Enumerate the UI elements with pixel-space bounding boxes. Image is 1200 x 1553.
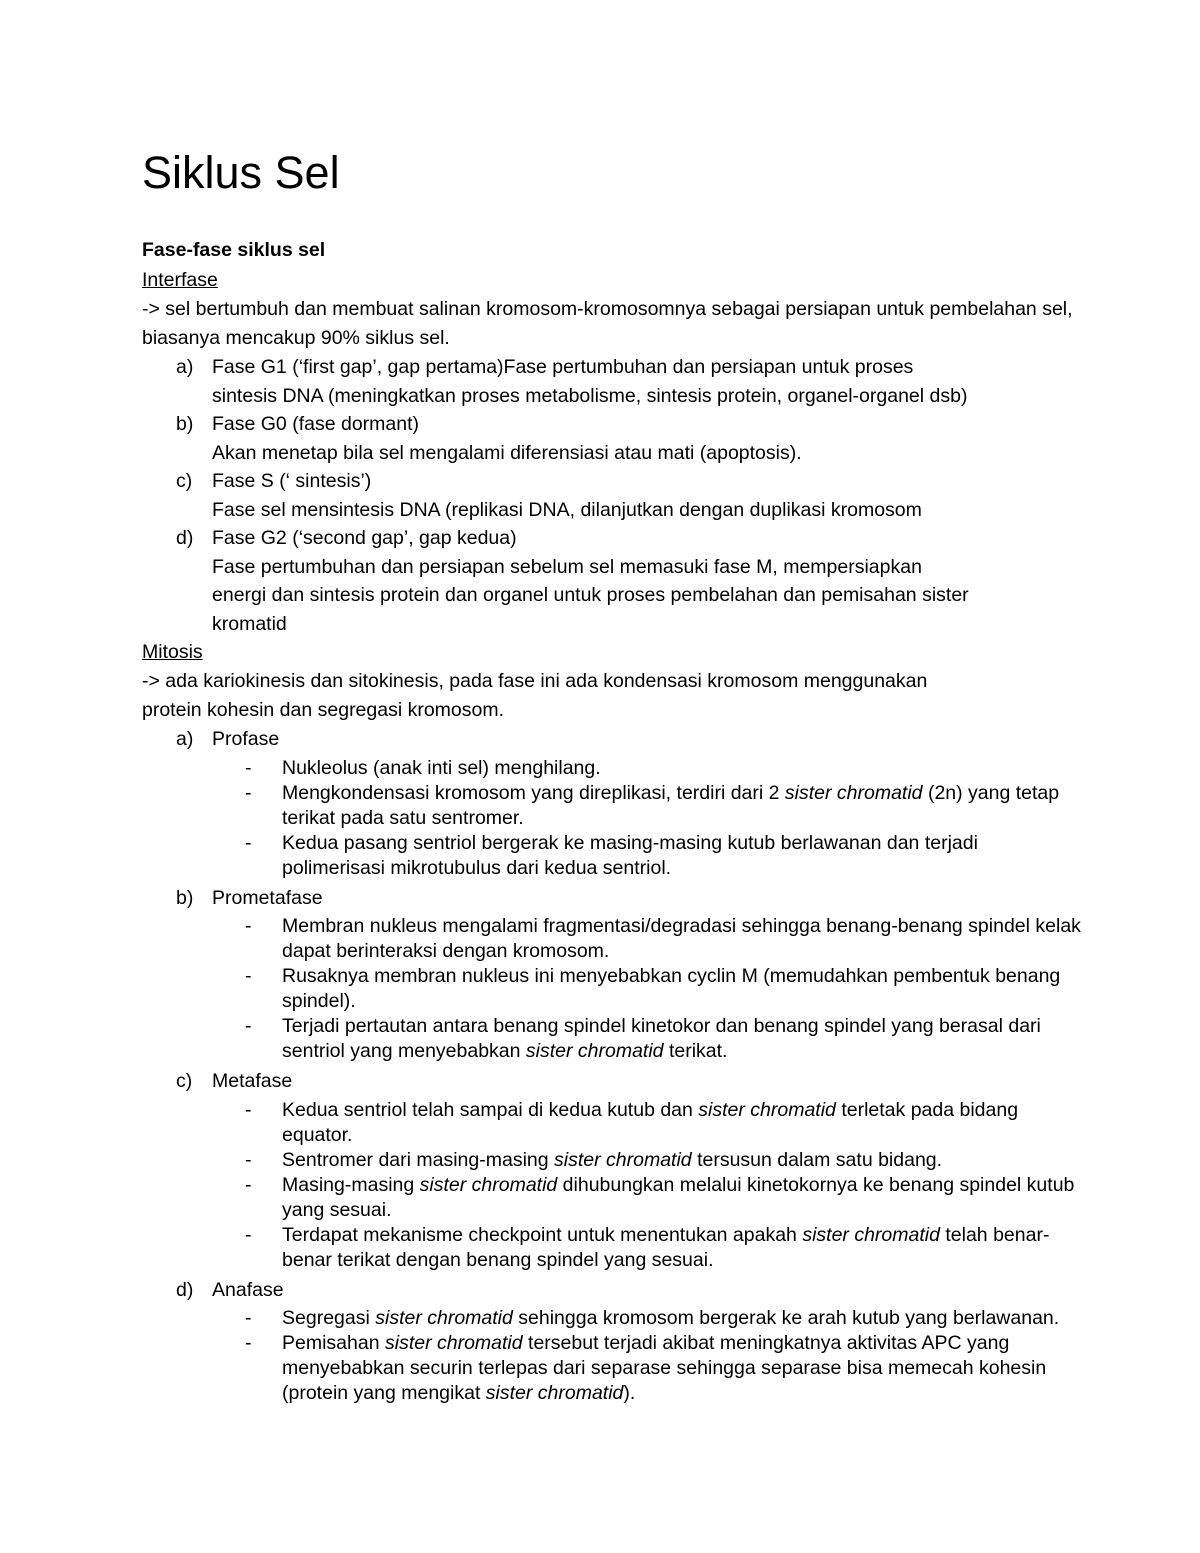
italic-term: sister chromatid	[375, 1307, 513, 1329]
item-line: Akan menetap bila sel mengalami diferensiasi atau mati (apoptosis).	[212, 441, 802, 464]
item-line: Fase sel mensintesis DNA (replikasi DNA, dilanjutkan dengan duplikasi kromosom	[212, 498, 922, 521]
bullet-dash: -	[245, 1223, 252, 1246]
point-segment: sehingga kromosom bergerak ke arah kutub yang berlawanan.	[512, 1307, 1060, 1329]
phase-point	[142, 756, 1082, 781]
point-segment: telah benar-benar terikat dengan benang spindel yang sesuai.	[282, 1223, 1050, 1271]
point-segment: Kedua pasang sentriol bergerak ke masing-masing kutub berlawanan dan terjadi polimerisasi mikrotubulus dari kedua sentriol.	[282, 831, 978, 879]
italic-term: sister chromatid	[419, 1173, 558, 1196]
point-segment: Pemisahan	[282, 1332, 385, 1354]
phase-point	[142, 831, 1082, 881]
item-text	[212, 524, 1082, 638]
point-segment: dihubungkan melalui kinetokornya ke benang spindel kutub yang sesuai.	[282, 1173, 1075, 1221]
italic-term: sister chromatid	[784, 781, 923, 804]
phase-point	[142, 1223, 1082, 1273]
phase-label: b)	[176, 886, 194, 909]
phase-point	[142, 1098, 1082, 1148]
item-text	[212, 353, 1082, 410]
interfase-item	[142, 467, 1082, 524]
item-line: Fase S (‘ sintesis’)	[212, 470, 372, 492]
bullet-dash: -	[245, 831, 252, 854]
bullet-dash: -	[245, 1332, 252, 1354]
point-segment: Nukleolus (anak inti sel) menghilang.	[282, 756, 601, 779]
italic-term: sister chromatid	[802, 1223, 940, 1246]
bullet-dash: -	[245, 1148, 252, 1171]
point-segment: tersebut terjadi akibat meningkatnya aktivitas APC yang menyebabkan securin terlepas dari separase sehingga separase bisa memecah kohesin (protein yang mengikat	[282, 1332, 1047, 1404]
point-segment: Masing-masing	[282, 1173, 420, 1196]
item-label: b)	[176, 413, 194, 435]
phase-point	[142, 1148, 1082, 1173]
point-segment: Kedua sentriol telah sampai di kedua kutub dan	[282, 1098, 699, 1121]
interfase-heading: Interfase	[142, 269, 218, 291]
interfase-item	[142, 410, 1082, 467]
point-text	[282, 964, 1082, 1014]
phase-point	[142, 964, 1082, 1014]
interfase-list	[142, 353, 1082, 638]
point-text	[282, 914, 1082, 964]
point-text	[282, 781, 1082, 831]
point-segment: Rusaknya membran nukleus ini menyebabkan cyclin M (memudahkan pembentuk benang spindel).	[282, 965, 1061, 1012]
point-text	[282, 1098, 1082, 1148]
phase-point	[142, 1014, 1082, 1064]
point-segment: Sentromer dari masing-masing	[282, 1148, 555, 1171]
bullet-dash: -	[245, 965, 252, 987]
point-segment: terletak pada bidang equator.	[282, 1098, 1019, 1146]
interfase-intro: -> sel bertumbuh dan membuat salinan kromosom-kromosomnya sebagai persiapan untuk pembelahan sel, biasanya mencakup 90% siklus sel.	[142, 298, 1073, 349]
phase-name: Prometafase	[212, 886, 323, 909]
mitosis-list	[142, 725, 1082, 1406]
point-text	[282, 1331, 1082, 1406]
mitosis-intro-line: protein kohesin dan segregasi kromosom.	[142, 699, 505, 721]
interfase-item	[142, 353, 1082, 410]
phase-name: Anafase	[212, 1278, 284, 1301]
phase-label: a)	[176, 728, 194, 750]
italic-term: sister chromatid	[554, 1148, 692, 1171]
point-segment: (2n) yang tetap terikat pada satu sentromer.	[282, 781, 1060, 829]
point-segment: terikat.	[663, 1040, 728, 1062]
phase-name: Metafase	[212, 1070, 293, 1092]
mitosis-intro-line: -> ada kariokinesis dan sitokinesis, pada fase ini ada kondensasi kromosom menggunakan	[142, 670, 928, 692]
page-title: Siklus Sel	[142, 147, 340, 198]
phase-label: d)	[176, 1278, 194, 1301]
phase-point	[142, 781, 1082, 831]
phase-name: Profase	[212, 728, 280, 750]
point-text	[282, 1306, 1082, 1331]
italic-term: sister chromatid	[384, 1332, 523, 1354]
item-label: d)	[176, 527, 194, 549]
point-segment: Segregasi	[282, 1307, 376, 1329]
point-text	[282, 1014, 1082, 1064]
mitosis-heading: Mitosis	[142, 641, 203, 663]
bullet-dash: -	[245, 1307, 252, 1329]
mitosis-phase	[142, 725, 1082, 754]
item-label: a)	[176, 356, 194, 378]
italic-term: sister chromatid	[485, 1382, 624, 1404]
point-text	[282, 1148, 1082, 1173]
item-label: c)	[176, 470, 193, 492]
point-segment: ).	[623, 1382, 636, 1404]
item-line: energi dan sintesis protein dan organel untuk proses pembelahan dan pemisahan sister	[212, 584, 969, 606]
item-line: Fase G2 (‘second gap’, gap kedua)	[212, 527, 517, 549]
section-heading: Fase-fase siklus sel	[142, 239, 326, 261]
point-segment: Membran nukleus mengalami fragmentasi/degradasi sehingga benang-benang spindel kelak dapat berinteraksi dengan kromosom.	[282, 915, 1081, 962]
item-text	[212, 467, 1082, 524]
bullet-dash: -	[245, 781, 252, 804]
item-line: kromatid	[212, 612, 287, 635]
mitosis-phase	[142, 884, 1082, 913]
item-line: Fase G0 (fase dormant)	[212, 413, 419, 435]
item-line: sintesis DNA (meningkatkan proses metabolisme, sintesis protein, organel-organel dsb)	[212, 384, 968, 407]
point-text	[282, 1223, 1082, 1273]
point-text	[282, 1173, 1082, 1223]
point-segment: Terjadi pertautan antara benang spindel kinetokor dan benang spindel yang berasal dari sentriol yang menyebabkan	[282, 1015, 1041, 1062]
point-segment: Mengkondensasi kromosom yang direplikasi, terdiri dari 2	[282, 781, 785, 804]
phase-label: c)	[176, 1070, 193, 1092]
interfase-item	[142, 524, 1082, 638]
point-segment: Terdapat mekanisme checkpoint untuk menentukan apakah	[282, 1223, 803, 1246]
bullet-dash: -	[245, 756, 252, 779]
phase-point	[142, 1331, 1082, 1406]
item-line: Fase G1 (‘first gap’, gap pertama)Fase pertumbuhan dan persiapan untuk proses	[212, 356, 914, 378]
point-text	[282, 756, 1082, 781]
phase-point	[142, 1306, 1082, 1331]
italic-term: sister chromatid	[698, 1098, 836, 1121]
item-text	[212, 410, 1082, 467]
mitosis-intro	[142, 667, 1082, 725]
mitosis-phase	[142, 1067, 1082, 1096]
phase-point	[142, 914, 1082, 964]
point-segment: tersusun dalam satu bidang.	[691, 1148, 943, 1171]
point-text	[282, 831, 1082, 881]
italic-term: sister chromatid	[525, 1040, 664, 1062]
bullet-dash: -	[245, 1015, 252, 1037]
bullet-dash: -	[245, 1173, 252, 1196]
bullet-dash: -	[245, 915, 252, 937]
bullet-dash: -	[245, 1098, 252, 1121]
item-line: Fase pertumbuhan dan persiapan sebelum sel memasuki fase M, mempersiapkan	[212, 555, 922, 578]
mitosis-phase	[142, 1276, 1082, 1305]
document-body	[142, 234, 1082, 1406]
phase-point	[142, 1173, 1082, 1223]
